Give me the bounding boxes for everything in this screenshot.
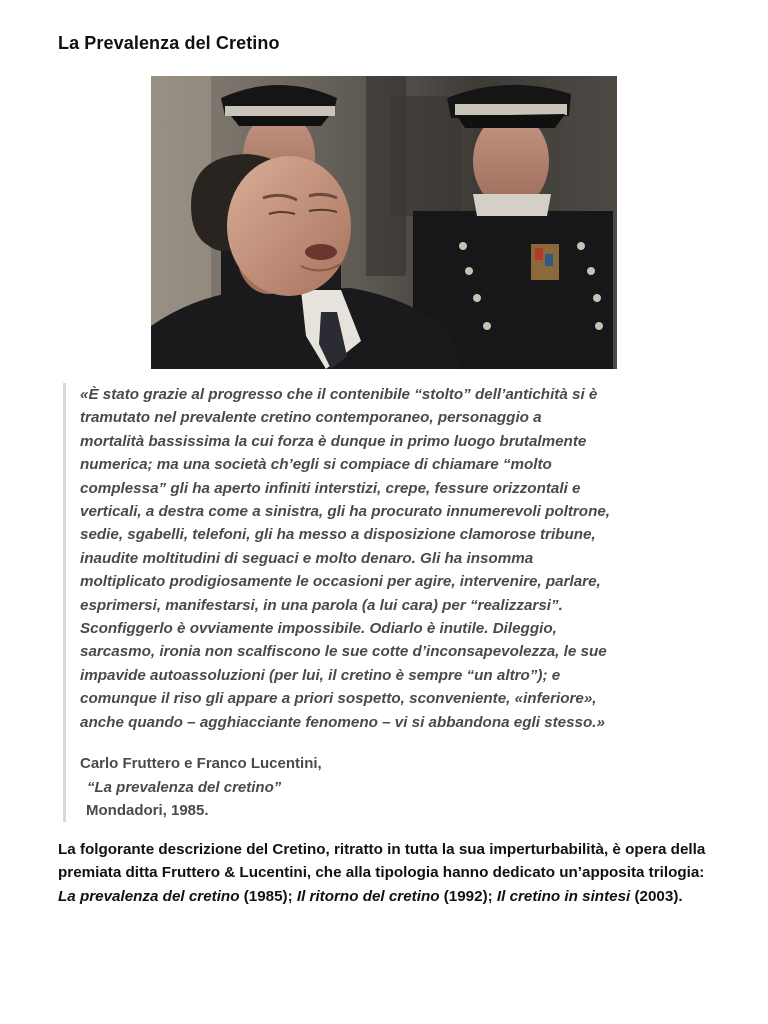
body-text-1: La folgorante descrizione del Cretino, ritratto in tutta la sua imperturbabilità, è opera della premiata ditta Fruttero & Lucentini, che alla tipologia hanno dedicato un’apposita trilogia: bbox=[58, 841, 706, 882]
quote-text: «È stato grazie al progresso che il contenibile “stolto” dell’antichità si è tramutato nel prevalente cretino contemporaneo, personaggio a mortalità bassissima la cui forza è dunque in primo luogo brutalmente numerica; ma una società ch’egli si compiace di chiamare “molto complessa” gli ha aperto infiniti interstizi, crepe, fessure orizzontali e verticali, a destra come a sinistra, gli ha procurato innumerevoli poltrone, sedie, sgabelli, telefoni, gli ha messo a disposizione clamorose tribune, inaudite moltitudini di seguaci e molto denaro. Gli ha insomma moltiplicato prodigiosamente le occasioni per agire, intervenire, parlare, esprimersi, manifestarsi, in una parola (a lui cara) per “realizzarsi”. Sconfiggerlo è ovviamente impossibile. Odiarlo è inutile. Dileggio, sarcasmo, ironia non scalfiscono le sue cotte d’inconsapevolezza, le sue impavide autoassoluzioni (per lui, il cretino è sempre “un altro”); e comunque il riso gli appare a priori sospetto, sconveniente, «inferiore», anche quando – agghiacciante fenomeno – vi si abbandona egli stesso.» bbox=[80, 386, 611, 731]
body-text-3: (1992); bbox=[439, 887, 497, 905]
book-open-quote: “ bbox=[87, 778, 95, 796]
book-title: La prevalenza del cretino bbox=[94, 778, 274, 796]
citation-publisher: Mondadori, 1985. bbox=[86, 801, 209, 819]
book-title-2: Il ritorno del cretino bbox=[296, 887, 440, 905]
article-photo bbox=[151, 76, 617, 369]
citation-author: Carlo Fruttero e Franco Lucentini, bbox=[80, 755, 322, 773]
book-title-3: Il cretino in sintesi bbox=[496, 887, 631, 905]
body-paragraph bbox=[58, 838, 718, 908]
body-text-2: (1985); bbox=[239, 887, 297, 905]
body-text-4: (2003). bbox=[630, 887, 683, 905]
page-title: La Prevalenza del Cretino bbox=[58, 33, 280, 53]
citation-book bbox=[80, 776, 703, 799]
book-title-1: La prevalenza del cretino bbox=[58, 887, 240, 905]
book-close-quote: ” bbox=[273, 778, 282, 796]
quote-citation bbox=[80, 752, 703, 822]
blockquote bbox=[63, 383, 703, 822]
